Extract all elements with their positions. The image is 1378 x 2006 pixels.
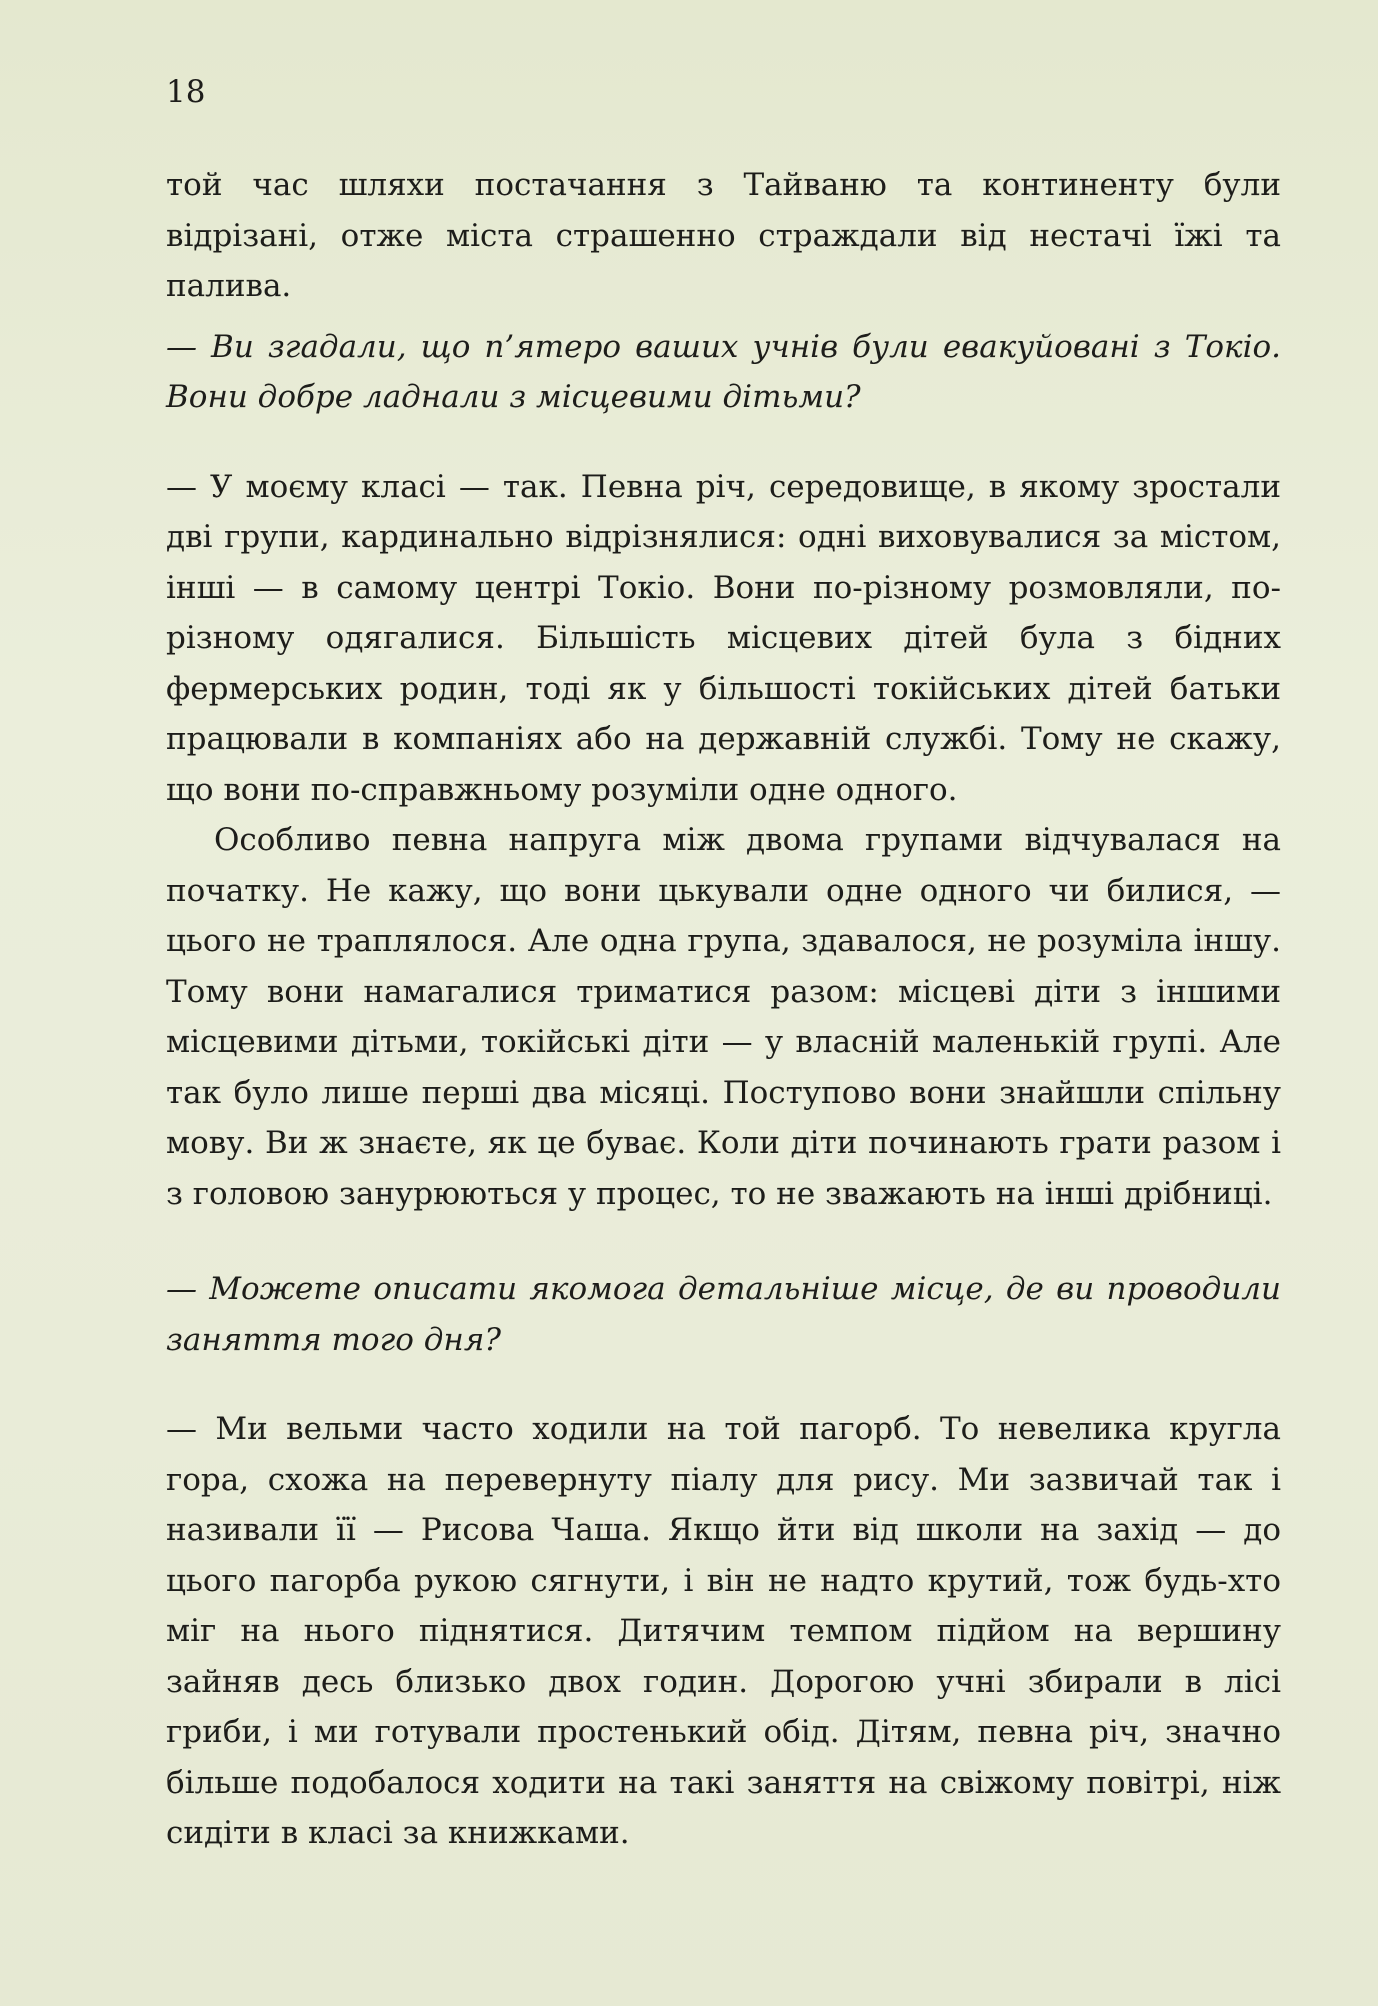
page-body — [166, 160, 1281, 1859]
interview-answer: — У моєму класі — так. Певна річ, середовище, в якому зростали дві групи, кардинально відрізнялися: одні виховувалися за містом, інші — в самому центрі Токіо. Вони по-різному розмовляли, по-різному одягалися. Більшість місцевих дітей була з бідних фермерських родин, тоді як у більшості токійських дітей батьки працювали в компаніях або на державній службі. Тому не скажу, що вони по-справжньому розуміли одне одного. — [166, 468, 1281, 808]
interview-question: — Ви згадали, що п’ятеро ваших учнів були евакуйовані з Токіо. Вони добре ладнали з місцевими дітьми? — [166, 328, 1281, 415]
interview-answer: — Ми вельми часто ходили на той пагорб. То невелика кругла гора, схожа на перевернуту піалу для рису. Ми зазвичай так і називали її — Рисова Чаша. Якщо йти від школи на захід — до цього пагорба рукою сягнути, і він не надто крутий, тож будь-хто міг на нього піднятися. Дитячим темпом підйом на вершину зайняв десь близько двох годин. Дорогою учні збирали в лісі гриби, і ми готували простенький обід. Дітям, певна річ, значно більше подобалося ходити на такі заняття на свіжому повітрі, ніж сидіти в класі за книжками. — [166, 1411, 1281, 1851]
paragraph-narrative: той час шляхи постачання з Тайваню та континенту були відрізані, отже міста страшенно страждали від нестачі їжі та палива. — [166, 167, 1281, 304]
page-number: 18 — [166, 74, 206, 110]
interview-question: — Можете описати якомога детальніше місце, де ви проводили заняття того дня? — [166, 1271, 1281, 1358]
interview-answer-continued: Особливо певна напруга між двома групами відчувалася на початку. Не кажу, що вони цькували одне одного чи билися, — цього не траплялося. Але одна група, здавалося, не розуміла іншу. Тому вони намагалися триматися разом: місцеві діти з іншими місцевими дітьми, токійські діти — у власній маленькій групі. Але так було лише перші два місяці. Поступово вони знайшли спільну мову. Ви ж знаєте, як це буває. Коли діти починають грати разом і з головою занурюються у процес, то не зважають на інші дрібниці. — [166, 822, 1281, 1212]
